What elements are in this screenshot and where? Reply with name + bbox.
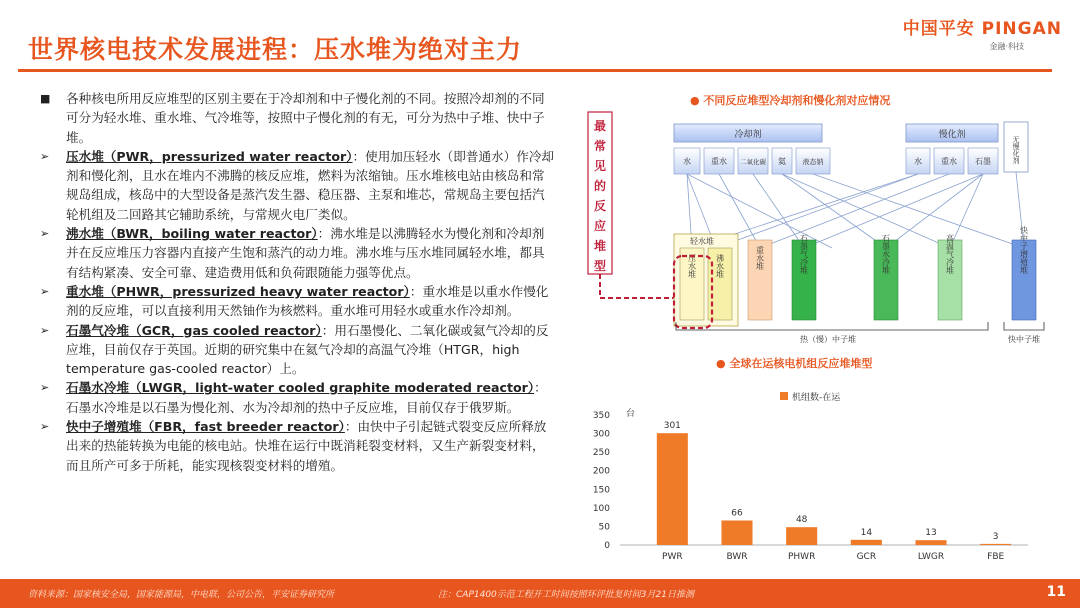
left-text-panel: [34, 89, 554, 475]
moderator-label: 水: [914, 157, 922, 166]
connector-line: [753, 174, 804, 248]
footer-bar: [0, 579, 1080, 608]
coolant-header: 冷却剂: [734, 130, 762, 140]
arrow-bullet-icon: ➢: [40, 284, 50, 298]
data-label: 301: [663, 421, 681, 432]
moderator-header: 慢化剂: [938, 130, 966, 140]
item-heading: 压水堆（PWR，pressurized water reactor）: [66, 148, 353, 164]
intro-paragraph: [34, 89, 554, 147]
footer-note: 注：CAP1400示范工程开工时间按照环评批复时间3月21日推测: [438, 590, 694, 600]
bar: [851, 540, 882, 545]
no-moderator-label: 无慢化剂: [1012, 136, 1020, 164]
intro-text: 各种核电所用反应堆型的区别主要在于冷却剂和中子慢化剂的不同。按照冷却剂的不同可分为轻水堆、重水堆、气冷堆等，按照中子慢化剂的有无，可分为热中子堆、快中子堆。: [66, 91, 545, 145]
item-heading: 重水堆（PHWR，pressurized heavy water reactor）: [66, 283, 410, 299]
connector-line: [950, 174, 983, 248]
y-tick-label: 200: [592, 466, 610, 477]
coolant-label: 氦: [778, 157, 786, 166]
connector-line: [760, 174, 949, 248]
data-label: 48: [795, 515, 808, 526]
list-item: [34, 417, 554, 475]
item-heading: 石墨气冷堆（GCR，gas cooled reactor）: [66, 322, 322, 338]
connector-line: [804, 174, 983, 248]
side-label-char: 反: [593, 199, 607, 213]
list-item: [34, 282, 554, 321]
item-body: ：用石墨慢化、二氧化碳或氦气冷却的反应堆，目前仅存于英国。近期的研究集中在氦气冷却的高温气冷堆（HTGR，high temperature gas-cooled reactor）上。: [66, 322, 549, 377]
item-body: ：沸水堆是以沸腾轻水为慢化剂和冷却剂并在反应堆压力容器内直接产生饱和蒸汽的动力堆。沸水堆与压水堆同属轻水堆，都具有结构紧凑、安全可靠、建造费用低和负荷跟随能力强等优点。: [66, 226, 545, 280]
arrow-bullet-icon: ➢: [40, 420, 50, 434]
title-divider: [18, 69, 1052, 72]
x-tick-label: FBE: [987, 552, 1005, 562]
item-heading: 石墨水冷堆（LWGR，light-water cooled graphite moderated reactor）: [66, 380, 535, 396]
list-item: [34, 321, 554, 379]
bar: [915, 540, 946, 545]
bar: [657, 433, 688, 545]
logo-text: 中国平安 PINGAN: [902, 19, 1062, 39]
item-body: ：由快中子引起链式裂变反应所释放出来的热能转换为电能的核电站。快堆在运行中既消耗裂变材料，又生产新裂变材料，而且所产可多于所耗，能实现核裂变材料的增殖。: [66, 419, 547, 473]
data-label: 3: [992, 531, 999, 542]
side-label-char: 型: [593, 259, 607, 273]
y-tick-label: 350: [592, 411, 610, 421]
coolant-label: 液态钠: [802, 158, 824, 166]
y-tick-label: 50: [598, 522, 610, 533]
x-tick-label: BWR: [726, 552, 748, 562]
reactor-label: 高温气冷堆: [945, 234, 955, 274]
chart-title: ● 全球在运核电机组反应堆堆型: [716, 357, 873, 370]
list-item: [34, 147, 554, 224]
x-tick-label: GCR: [856, 552, 877, 562]
page-number: 11: [1046, 584, 1066, 600]
connector-line: [886, 174, 983, 248]
connector-line: [782, 174, 886, 248]
list-item: [34, 378, 554, 417]
y-tick-label: 250: [592, 448, 610, 459]
side-label-char: 堆: [593, 239, 607, 253]
data-label: 13: [925, 528, 937, 539]
arrow-bullet-icon: ➢: [40, 381, 50, 395]
x-tick-label: PWR: [662, 552, 683, 562]
bar: [786, 527, 817, 545]
fast-bracket: [1004, 322, 1044, 330]
x-tick-label: PHWR: [787, 552, 816, 562]
bar: [980, 544, 1011, 545]
reactor-label: 压水堆: [687, 254, 697, 278]
bar: [721, 520, 752, 545]
page-title: 世界核电技术发展进程：压水堆为绝对主力: [28, 35, 523, 64]
y-tick-label: 100: [592, 503, 610, 514]
light-water-group-label: 轻水堆: [690, 237, 714, 246]
data-label: 14: [860, 527, 873, 538]
reactor-label: 石墨气冷堆: [799, 234, 809, 274]
x-tick-label: LWGR: [917, 552, 945, 562]
item-heading: 沸水堆（BWR，boiling water reactor）: [66, 226, 318, 242]
arrow-bullet-icon: ➢: [40, 323, 50, 337]
y-axis-unit: 台: [626, 409, 636, 419]
side-label-char: 最: [593, 119, 607, 133]
reactor-label: 石墨水冷堆: [881, 234, 891, 274]
reactor-type-diagram: [586, 108, 1056, 348]
legend-swatch: [780, 392, 788, 400]
side-label-char: 见: [593, 159, 607, 173]
item-body: ：重水堆是以重水作慢化剂的反应堆，可以直接利用天然铀作为核燃料。重水堆可用轻水或重水作冷却剂。: [66, 283, 549, 319]
bar-chart: [588, 382, 1058, 572]
footer-source: 资料来源：国家核安全局，国家能源局，中电联，公司公告，平安证券研究所: [28, 590, 335, 600]
item-heading: 快中子增殖堆（FBR，fast breeder reactor）: [66, 419, 345, 435]
reactor-label: 沸水堆: [715, 254, 725, 278]
legend-label: 机组数-在运: [792, 393, 841, 403]
side-label-char: 的: [593, 179, 607, 193]
item-body: ：石墨水冷堆是以石墨为慢化剂、水为冷却剂的热中子反应堆，目前仅存于俄罗斯。: [66, 380, 547, 415]
arrow-bullet-icon: ➢: [40, 149, 50, 163]
square-bullet-icon: ■: [40, 92, 51, 105]
coolant-label: 重水: [711, 157, 727, 166]
moderator-label: 重水: [941, 157, 957, 166]
reactor-label: 快中子增殖堆: [1019, 226, 1029, 274]
data-label: 66: [731, 508, 743, 519]
fast-label: 快中子堆: [1008, 335, 1040, 344]
side-label-char: 常: [593, 139, 607, 153]
list-item: [34, 224, 554, 282]
side-label-char: 应: [593, 219, 607, 233]
pointer-dashed-line: [600, 274, 674, 298]
y-tick-label: 0: [604, 541, 610, 551]
connector-line: [813, 174, 1024, 248]
reactor-label: 重水堆: [755, 246, 765, 270]
item-body: ：使用加压轻水（即普通水）作冷却剂和慢化剂，且水在堆内不沸腾的核反应堆，燃料为浓缩铀。压水堆核电站由核岛和常规岛组成，核岛中的大型设备是蒸汽发生器、稳压器、主泵和堆芯，常规岛主要包括汽轮机组及二回路其它辅助系统，与常规火电厂类似。: [66, 148, 554, 222]
thermal-label: 热（慢）中子堆: [800, 335, 856, 344]
arrow-bullet-icon: ➢: [40, 227, 50, 241]
diagram-title: ● 不同反应堆型冷却剂和慢化剂对应情况: [690, 94, 891, 107]
logo-subtitle: 金融·科技: [989, 42, 1024, 51]
y-tick-label: 300: [592, 429, 610, 440]
moderator-label: 石墨: [975, 157, 991, 166]
chart-marks: [593, 411, 1011, 562]
coolant-label: 二氧化碳: [740, 158, 766, 166]
brand-logo: [903, 14, 1062, 52]
y-tick-label: 150: [592, 485, 610, 496]
coolant-label: 水: [683, 157, 691, 166]
